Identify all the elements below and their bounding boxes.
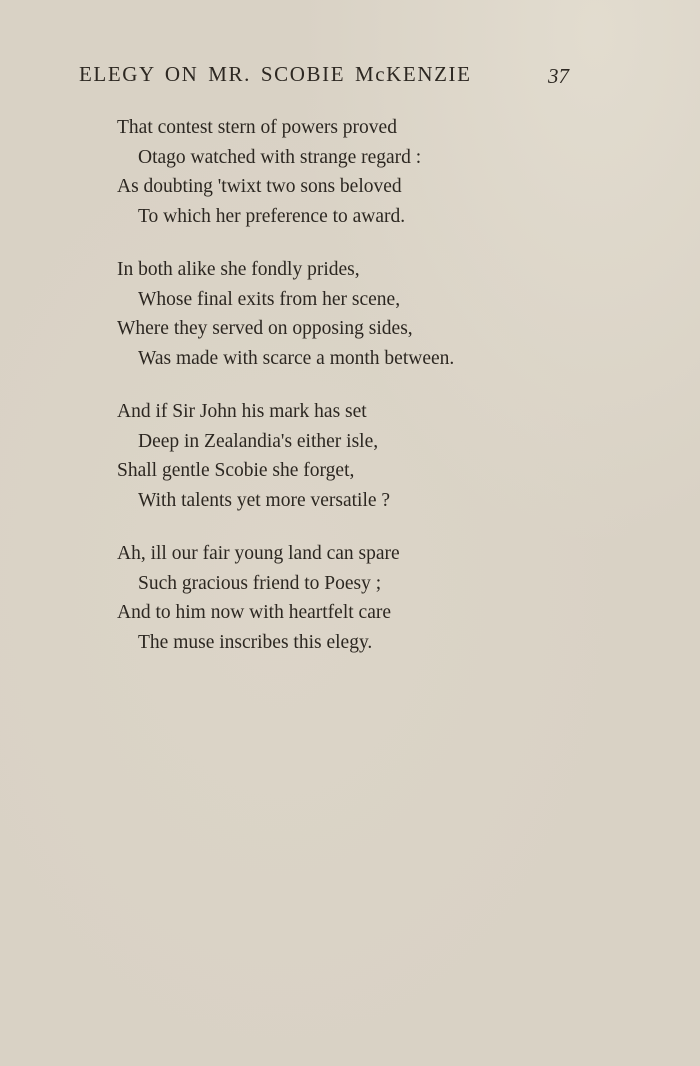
- poem-line: And to him now with heartfelt care: [117, 602, 391, 623]
- poem-line: Was made with scarce a month between.: [138, 347, 455, 369]
- running-title: ELEGY ON MR. SCOBIE McKENZIE: [79, 62, 472, 86]
- poem-line: And if Sir John his mark has set: [117, 401, 367, 422]
- poem-line: Shall gentle Scobie she forget,: [117, 460, 355, 481]
- poem-line: That contest stern of powers proved: [117, 117, 397, 138]
- poem: [117, 113, 617, 681]
- poem-line: Ah, ill our fair young land can spare: [117, 543, 400, 564]
- poem-line: With talents yet more versatile ?: [138, 489, 391, 511]
- page-number: 37: [548, 64, 569, 88]
- poem-line: In both alike she fondly prides,: [117, 259, 360, 280]
- stanza-2: [117, 255, 617, 373]
- poem-line: The muse inscribes this elegy.: [138, 631, 373, 653]
- stanza-3: [117, 397, 617, 515]
- poem-line: Such gracious friend to Poesy ;: [138, 572, 382, 594]
- poem-line: Whose final exits from her scene,: [138, 288, 401, 310]
- stanza-1: [117, 113, 617, 231]
- poem-line: To which her preference to award.: [138, 205, 406, 227]
- running-head: [79, 62, 569, 92]
- poem-line: Otago watched with strange regard :: [138, 146, 422, 168]
- poem-line: Where they served on opposing sides,: [117, 318, 413, 339]
- poem-line: Deep in Zealandia's either isle,: [138, 430, 379, 452]
- poem-line: As doubting 'twixt two sons beloved: [117, 176, 402, 197]
- stanza-4: [117, 539, 617, 657]
